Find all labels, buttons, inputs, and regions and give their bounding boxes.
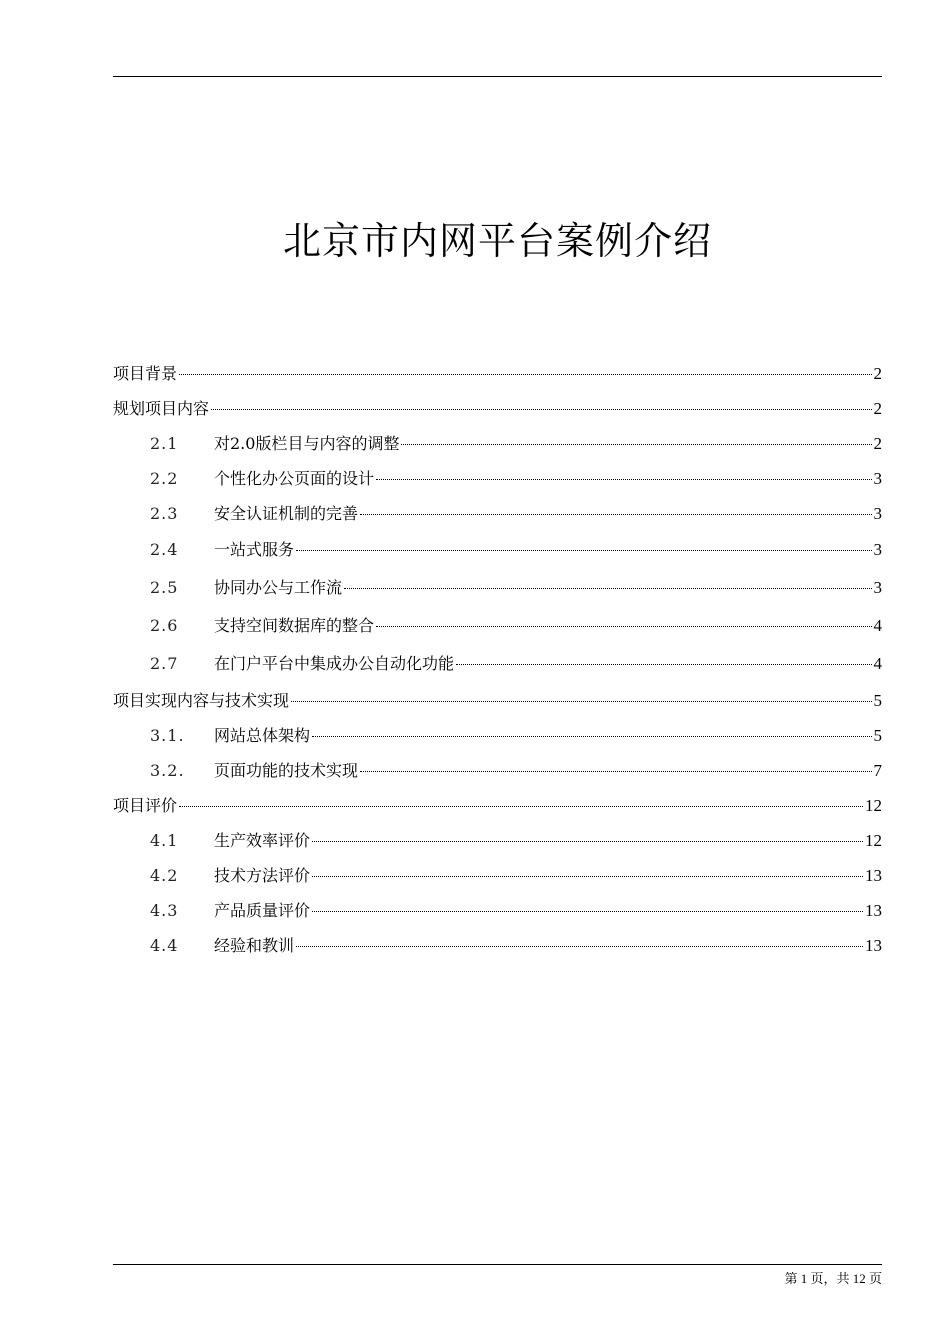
toc-subentry[interactable] <box>113 531 882 569</box>
page-number-footer: 第 1 页，共 12 页 <box>784 1271 882 1286</box>
toc-entry-number: 2.3 <box>150 504 179 523</box>
toc-subentry[interactable] <box>113 569 882 607</box>
toc-entry-number: 2.1 <box>150 434 179 453</box>
toc-subentry[interactable] <box>113 607 882 645</box>
toc-entry-page: 13 <box>865 936 882 955</box>
toc-dot-leader <box>401 444 871 445</box>
toc-entry-page: 5 <box>873 691 882 710</box>
toc-entry-label: 个性化办公页面的设计 <box>214 469 375 488</box>
toc-dot-leader <box>312 736 871 737</box>
toc-entry-page: 13 <box>865 866 882 885</box>
header-rule <box>113 76 882 77</box>
toc-dot-leader <box>344 588 871 589</box>
toc-subentry[interactable] <box>113 753 882 788</box>
toc-entry-page: 4 <box>873 616 882 635</box>
toc-dot-leader <box>360 771 871 772</box>
toc-dot-leader <box>179 374 871 375</box>
toc-entry-number: 4.4 <box>150 936 179 955</box>
toc-entry-label: 页面功能的技术实现 <box>214 761 359 780</box>
toc-subentry[interactable] <box>113 858 882 893</box>
toc-dot-leader <box>312 911 863 912</box>
toc-entry-label: 产品质量评价 <box>214 901 311 920</box>
toc-entry-page: 7 <box>873 761 882 780</box>
toc-entry-label: 经验和教训 <box>214 936 295 955</box>
toc-subentry[interactable] <box>113 718 882 753</box>
toc-dot-leader <box>312 841 863 842</box>
table-of-contents <box>113 356 882 963</box>
toc-entry[interactable] <box>113 356 882 391</box>
toc-entry-number: 2.2 <box>150 469 179 488</box>
toc-subentry[interactable] <box>113 928 882 963</box>
toc-dot-leader <box>376 626 871 627</box>
toc-entry-page: 12 <box>865 796 882 815</box>
toc-entry-label: 在门户平台中集成办公自动化功能 <box>214 654 455 673</box>
toc-dot-leader <box>360 514 871 515</box>
toc-entry-number: 3.1. <box>150 726 185 745</box>
toc-subentry[interactable] <box>113 461 882 496</box>
toc-dot-leader <box>291 701 871 702</box>
toc-entry[interactable] <box>113 683 882 718</box>
toc-entry-label: 协同办公与工作流 <box>214 578 343 597</box>
toc-subentry[interactable] <box>113 893 882 928</box>
toc-entry-label: 网站总体架构 <box>214 726 311 745</box>
toc-entry-page: 2 <box>873 434 882 453</box>
toc-subentry[interactable] <box>113 496 882 531</box>
toc-subentry[interactable] <box>113 823 882 858</box>
toc-entry-page: 5 <box>873 726 882 745</box>
toc-entry-label: 技术方法评价 <box>214 866 311 885</box>
toc-entry-number: 4.3 <box>150 901 179 920</box>
toc-dot-leader <box>296 946 863 947</box>
toc-entry-page: 3 <box>873 578 882 597</box>
toc-dot-leader <box>312 876 863 877</box>
toc-entry-number: 3.2. <box>150 761 185 780</box>
toc-subentry[interactable] <box>113 426 882 461</box>
toc-entry-page: 12 <box>865 831 882 850</box>
toc-entry-number: 2.5 <box>150 578 179 597</box>
toc-entry-page: 3 <box>873 540 882 559</box>
toc-entry-number: 2.4 <box>150 540 179 559</box>
toc-entry-label: 支持空间数据库的整合 <box>214 616 375 635</box>
toc-entry-label: 规划项目内容 <box>113 399 210 418</box>
toc-entry-label: 对2.0版栏目与内容的调整 <box>214 434 400 453</box>
toc-dot-leader <box>179 806 863 807</box>
document-title: 北京市内网平台案例介绍 <box>282 219 712 264</box>
toc-entry-number: 2.6 <box>150 616 179 635</box>
toc-entry-label: 安全认证机制的完善 <box>214 504 359 523</box>
toc-entry-label: 项目背景 <box>113 364 178 383</box>
toc-entry-page: 2 <box>873 399 882 418</box>
toc-entry-label: 一站式服务 <box>214 540 295 559</box>
toc-dot-leader <box>296 550 871 551</box>
toc-entry-page: 4 <box>873 654 882 673</box>
toc-entry-number: 4.2 <box>150 866 179 885</box>
toc-entry-page: 2 <box>873 364 882 383</box>
toc-dot-leader <box>211 409 871 410</box>
toc-subentry[interactable] <box>113 645 882 683</box>
toc-dot-leader <box>376 479 871 480</box>
toc-entry-number: 2.7 <box>150 654 179 673</box>
toc-entry-label: 生产效率评价 <box>214 831 311 850</box>
toc-entry-number: 4.1 <box>150 831 179 850</box>
toc-entry-label: 项目实现内容与技术实现 <box>113 691 290 710</box>
footer-rule <box>113 1264 882 1265</box>
toc-entry[interactable] <box>113 391 882 426</box>
toc-entry-page: 3 <box>873 469 882 488</box>
toc-entry-label: 项目评价 <box>113 796 178 815</box>
toc-entry[interactable] <box>113 788 882 823</box>
toc-dot-leader <box>456 664 871 665</box>
toc-entry-page: 13 <box>865 901 882 920</box>
toc-entry-page: 3 <box>873 504 882 523</box>
